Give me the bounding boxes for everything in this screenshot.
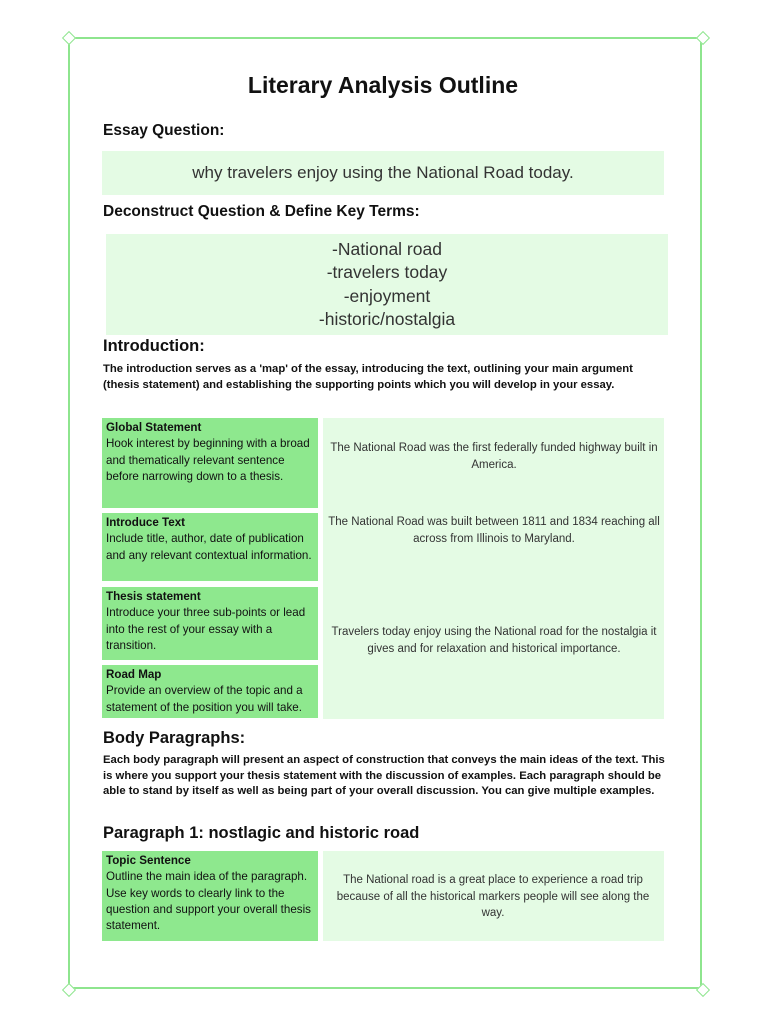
introduction-description: The introduction serves as a 'map' of the essay, introducing the text, outlining your main argument (thesis statement) and establishing the supporting points which you will develop in your essay.: [103, 363, 633, 391]
thesis-statement-label: Thesis statement: [106, 590, 201, 603]
key-terms-box[interactable]: [106, 234, 668, 335]
global-statement-desc: Hook interest by beginning with a broad and thematically relevant sentence before narrowing down to a thesis.: [106, 437, 310, 483]
introduce-text-cell: [102, 513, 318, 581]
introduction-heading: Introduction:: [103, 337, 205, 355]
key-term: -historic/nostalgia: [318, 309, 456, 329]
key-term: -enjoyment: [343, 285, 431, 306]
topic-sentence-answer[interactable]: The National road is a great place to experience a road trip because of all the historical markers people will see along the way.: [336, 874, 650, 919]
introduce-text-label: Introduce Text: [106, 516, 186, 529]
introduce-text-desc: Include title, author, date of publication and any relevant contextual information.: [106, 532, 312, 562]
deconstruct-heading: Deconstruct Question & Define Key Terms:: [103, 203, 420, 220]
introduce-text-answer[interactable]: The National Road was built between 1811 and 1834 reaching all across from Illinois to Maryland.: [328, 516, 660, 545]
global-statement-answer[interactable]: The National Road was the first federally funded highway built in America.: [330, 442, 658, 471]
road-map-cell: [102, 665, 318, 718]
thesis-statement-answer[interactable]: Travelers today enjoy using the National road for the nostalgia it gives and for relaxation and historical importance.: [331, 626, 657, 655]
thesis-statement-cell: [102, 587, 318, 660]
topic-sentence-label: Topic Sentence: [106, 854, 191, 867]
body-paragraphs-heading: Body Paragraphs:: [103, 729, 246, 747]
essay-question-heading: Essay Question:: [103, 122, 225, 139]
road-map-desc: Provide an overview of the topic and a statement of the position you will take.: [106, 684, 303, 714]
page-title: Literary Analysis Outline: [247, 72, 519, 98]
road-map-label: Road Map: [106, 668, 162, 681]
topic-sentence-desc: Outline the main idea of the paragraph. Use key words to clearly link to the question and support your overall thesis statement.: [106, 870, 311, 933]
key-term: -travelers today: [326, 262, 448, 282]
topic-sentence-cell: [102, 851, 318, 941]
thesis-statement-desc: Introduce your three sub-points or lead into the rest of your essay with a transition.: [106, 606, 306, 652]
key-term: -National road: [332, 238, 442, 259]
global-statement-label: Global Statement: [106, 421, 202, 434]
essay-question-answer[interactable]: why travelers enjoy using the National Road today.: [102, 151, 664, 195]
global-statement-cell: [102, 418, 318, 508]
body-paragraphs-description: Each body paragraph will present an aspect of construction that conveys the main ideas of the text. This is where you support your thesis statement with the discussion of examples. Each paragraph should be able to stand by itself as well as being part of your overall discussion. You can give multiple examples.: [103, 754, 665, 797]
paragraph-1-heading: Paragraph 1: nostlagic and historic road: [103, 824, 420, 842]
